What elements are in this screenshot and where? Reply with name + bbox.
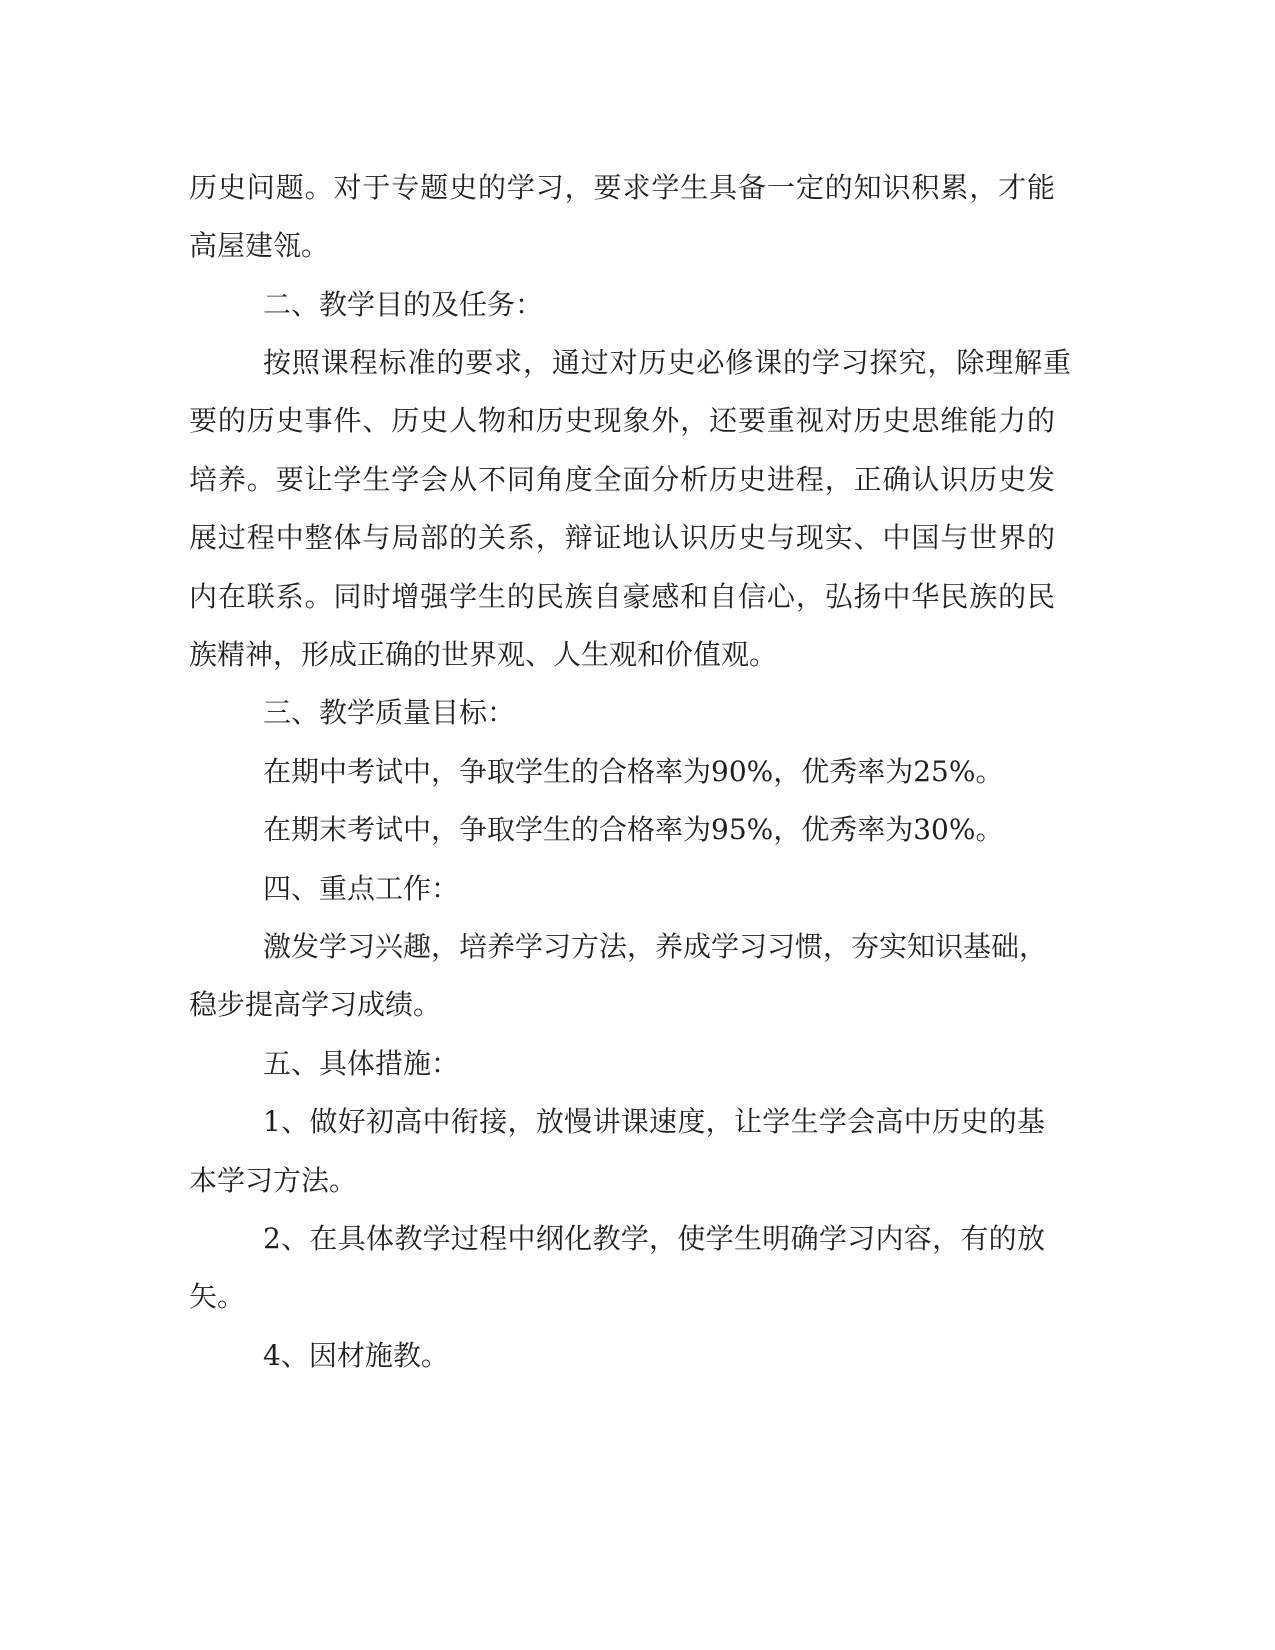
paragraph-line: 在期中考试中，争取学生的合格率为90%，优秀率为25%。 — [263, 755, 1004, 788]
paragraph-line: 族精神，形成正确的世界观、人生观和价值观。 — [189, 638, 778, 671]
paragraph-line: 激发学习兴趣，培养学习方法，养成学习习惯，夯实知识基础， — [263, 930, 1048, 963]
section-heading: 二、教学目的及任务： — [263, 288, 544, 321]
paragraph-line: 高屋建瓴。 — [189, 229, 330, 262]
section-heading: 三、教学质量目标： — [263, 696, 516, 729]
section-heading: 四、重点工作： — [263, 872, 460, 905]
section-heading: 五、具体措施： — [263, 1047, 460, 1080]
paragraph-line: 历史问题。对于专题史的学习，要求学生具备一定的知识积累，才能 — [189, 171, 1055, 204]
paragraph-line: 2、在具体教学过程中纲化教学，使学生明确学习内容，有的放 — [263, 1222, 1045, 1255]
paragraph-line: 在期末考试中，争取学生的合格率为95%，优秀率为30%。 — [263, 813, 1004, 846]
paragraph-line: 4、因材施教。 — [263, 1339, 449, 1372]
paragraph-line: 按照课程标准的要求，通过对历史必修课的学习探究，除理解重 — [263, 346, 1071, 379]
paragraph-line: 稳步提高学习成绩。 — [189, 988, 442, 1021]
paragraph-line: 培养。要让学生学会从不同角度全面分析历史进程，正确认识历史发 — [189, 463, 1055, 496]
paragraph-line: 1、做好初高中衔接，放慢讲课速度，让学生学会高中历史的基 — [263, 1105, 1045, 1138]
paragraph-line: 矢。 — [189, 1280, 246, 1313]
paragraph-line: 展过程中整体与局部的关系，辩证地认识历史与现实、中国与世界的 — [189, 521, 1055, 554]
paragraph-line: 本学习方法。 — [189, 1164, 358, 1197]
paragraph-line: 内在联系。同时增强学生的民族自豪感和自信心，弘扬中华民族的民 — [189, 580, 1055, 613]
paragraph-line: 要的历史事件、历史人物和历史现象外，还要重视对历史思维能力的 — [189, 404, 1055, 437]
